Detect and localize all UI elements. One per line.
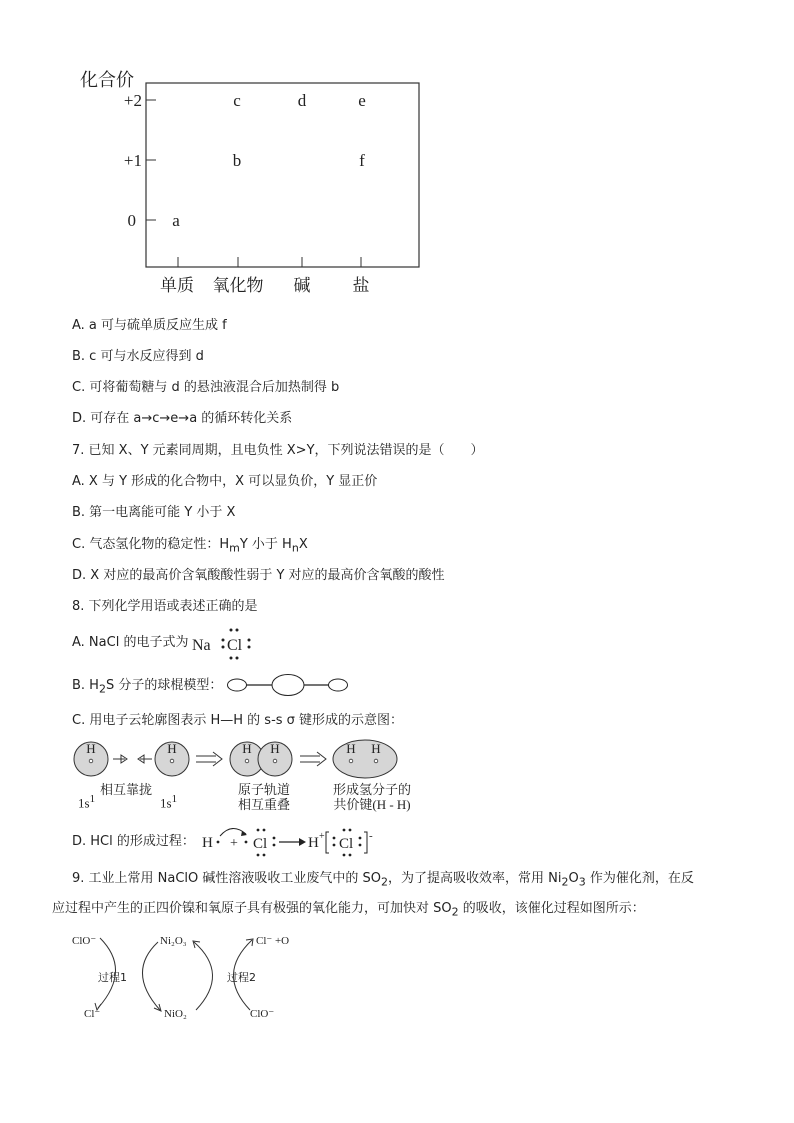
- q7-c-pre: C. 气态氢化物的稳定性：H: [72, 537, 230, 552]
- point-label-d: d: [297, 91, 307, 110]
- clo-bottom-right: ClO⁻: [250, 1008, 275, 1020]
- catalysis-cycle-diagram: [70, 928, 300, 1028]
- q7-c-sub-n: n: [291, 541, 299, 555]
- x-tick-label: 氧化物: [212, 276, 264, 296]
- sigma-bond-diagram: [70, 735, 430, 785]
- q7-option-a: A. X 与 Y 形成的化合物中，X 可以显负价，Y 显正价: [72, 474, 378, 489]
- q8-option-a: A. NaCl 的电子式为: [72, 635, 189, 650]
- q7-option-b: B. 第一电离能可能 Y 小于 X: [72, 505, 236, 520]
- q7-c-post: X: [298, 537, 308, 552]
- h-label: H: [242, 741, 252, 756]
- h2s-ball-stick-model: [226, 672, 350, 698]
- q6-option-b: B. c 可与水反应得到 d: [72, 349, 204, 364]
- h-ion: H: [308, 835, 319, 851]
- clo-top-left: ClO⁻: [72, 935, 97, 947]
- y-tick-label: +1: [123, 151, 142, 170]
- q7-option-d: D. X 对应的最高价含氧酸酸性弱于 Y 对应的最高价含氧酸的酸性: [72, 568, 445, 583]
- process1-label: 过程1: [98, 971, 127, 984]
- chart-points: [172, 91, 366, 230]
- q8-b-pre: B. H: [72, 678, 99, 693]
- na-symbol: Na: [192, 637, 211, 654]
- label-1s-left: $1s^1$: [78, 793, 96, 811]
- q8-option-b: [72, 677, 222, 699]
- q6-option-c: C. 可将葡萄糖与 d 的悬浊液混合后加热制得 b: [72, 380, 340, 395]
- y-tick-label: +2: [123, 91, 142, 110]
- h-label: H: [371, 741, 381, 756]
- y-ticks: [124, 91, 156, 230]
- y-axis-label: 化合价: [80, 70, 134, 91]
- point-label-c: c: [233, 91, 241, 110]
- h-label: H: [86, 741, 96, 756]
- ni2o3-label: Ni₂O₃: [160, 935, 187, 947]
- q7-c-sub-m: m: [229, 541, 240, 555]
- q6-option-d: D. 可存在 a→c→e→a 的循环转化关系: [72, 411, 293, 426]
- q8-b-sub: 2: [98, 682, 106, 696]
- x-tick-label: 单质: [160, 276, 194, 296]
- cl-atom: Cl: [253, 836, 268, 852]
- x-tick-label: 盐: [352, 276, 370, 296]
- label-approach: 相互靠拢: [100, 782, 153, 797]
- plus-sign: +: [230, 836, 238, 851]
- cl-bottom-label: Cl⁻: [84, 1008, 101, 1020]
- q6-option-a: A. a 可与硫单质反应生成 f: [72, 318, 227, 333]
- q8-b-post: S 分子的球棍模型：: [105, 678, 223, 693]
- point-label-e: e: [358, 91, 366, 110]
- label-orbital-overlap: 原子轨道 相互重叠: [237, 782, 290, 812]
- q7-stem: 7. 已知 X、Y 元素同周期，且电负性 X>Y，下列说法错误的是（ ）: [72, 443, 484, 458]
- x-tick-label: 碱: [293, 276, 311, 296]
- h-charge: +: [319, 831, 325, 842]
- q8-stem: 8. 下列化学用语或表述正确的是: [72, 599, 258, 614]
- valence-chart: [70, 66, 430, 306]
- nacl-electron-formula: [192, 626, 254, 662]
- q8-option-c: C. 用电子云轮廓图表示 H—H 的 s-s σ 键形成的示意图：: [72, 713, 404, 728]
- hcl-formation: [198, 820, 388, 860]
- cl-o-label: Cl⁻ +O: [256, 935, 290, 947]
- cl-ion: Cl: [339, 836, 354, 852]
- q9-line-1: 9. 工业上常用 NaClO 碱性溶液吸收工业废气中的 $SO_2$，为了提高吸收效率，常用 $Ni_2O_3$ 作为催化剂，在反: [72, 871, 694, 889]
- h-label: H: [167, 741, 177, 756]
- point-label-b: b: [232, 151, 242, 170]
- nio2-label: NiO₂: [164, 1008, 187, 1020]
- h-atom: H: [202, 835, 213, 851]
- q7-option-c: [72, 536, 308, 558]
- chart-frame: [146, 83, 419, 267]
- h-label: H: [270, 741, 280, 756]
- label-form-bond: 形成氢分子的 共价键(H - H): [332, 782, 411, 812]
- point-label-f: f: [359, 151, 365, 170]
- y-tick-label: 0: [127, 211, 136, 230]
- cl-symbol: Cl: [227, 637, 243, 654]
- cl-charge: -: [369, 830, 373, 842]
- q8-option-d: D. HCl 的形成过程：: [72, 834, 195, 849]
- q7-c-mid: Y 小于 H: [239, 537, 292, 552]
- x-ticks: [160, 257, 370, 296]
- q9-line-2: 应过程中产生的正四价镍和氧原子具有极强的氧化能力，可加快对 $SO_2$ 的吸收，该催化过程如图所示：: [52, 901, 645, 919]
- point-label-a: a: [172, 211, 180, 230]
- h-label: H: [346, 741, 356, 756]
- process2-label: 过程2: [227, 971, 256, 984]
- label-1s-right: $1s^1$: [160, 793, 178, 811]
